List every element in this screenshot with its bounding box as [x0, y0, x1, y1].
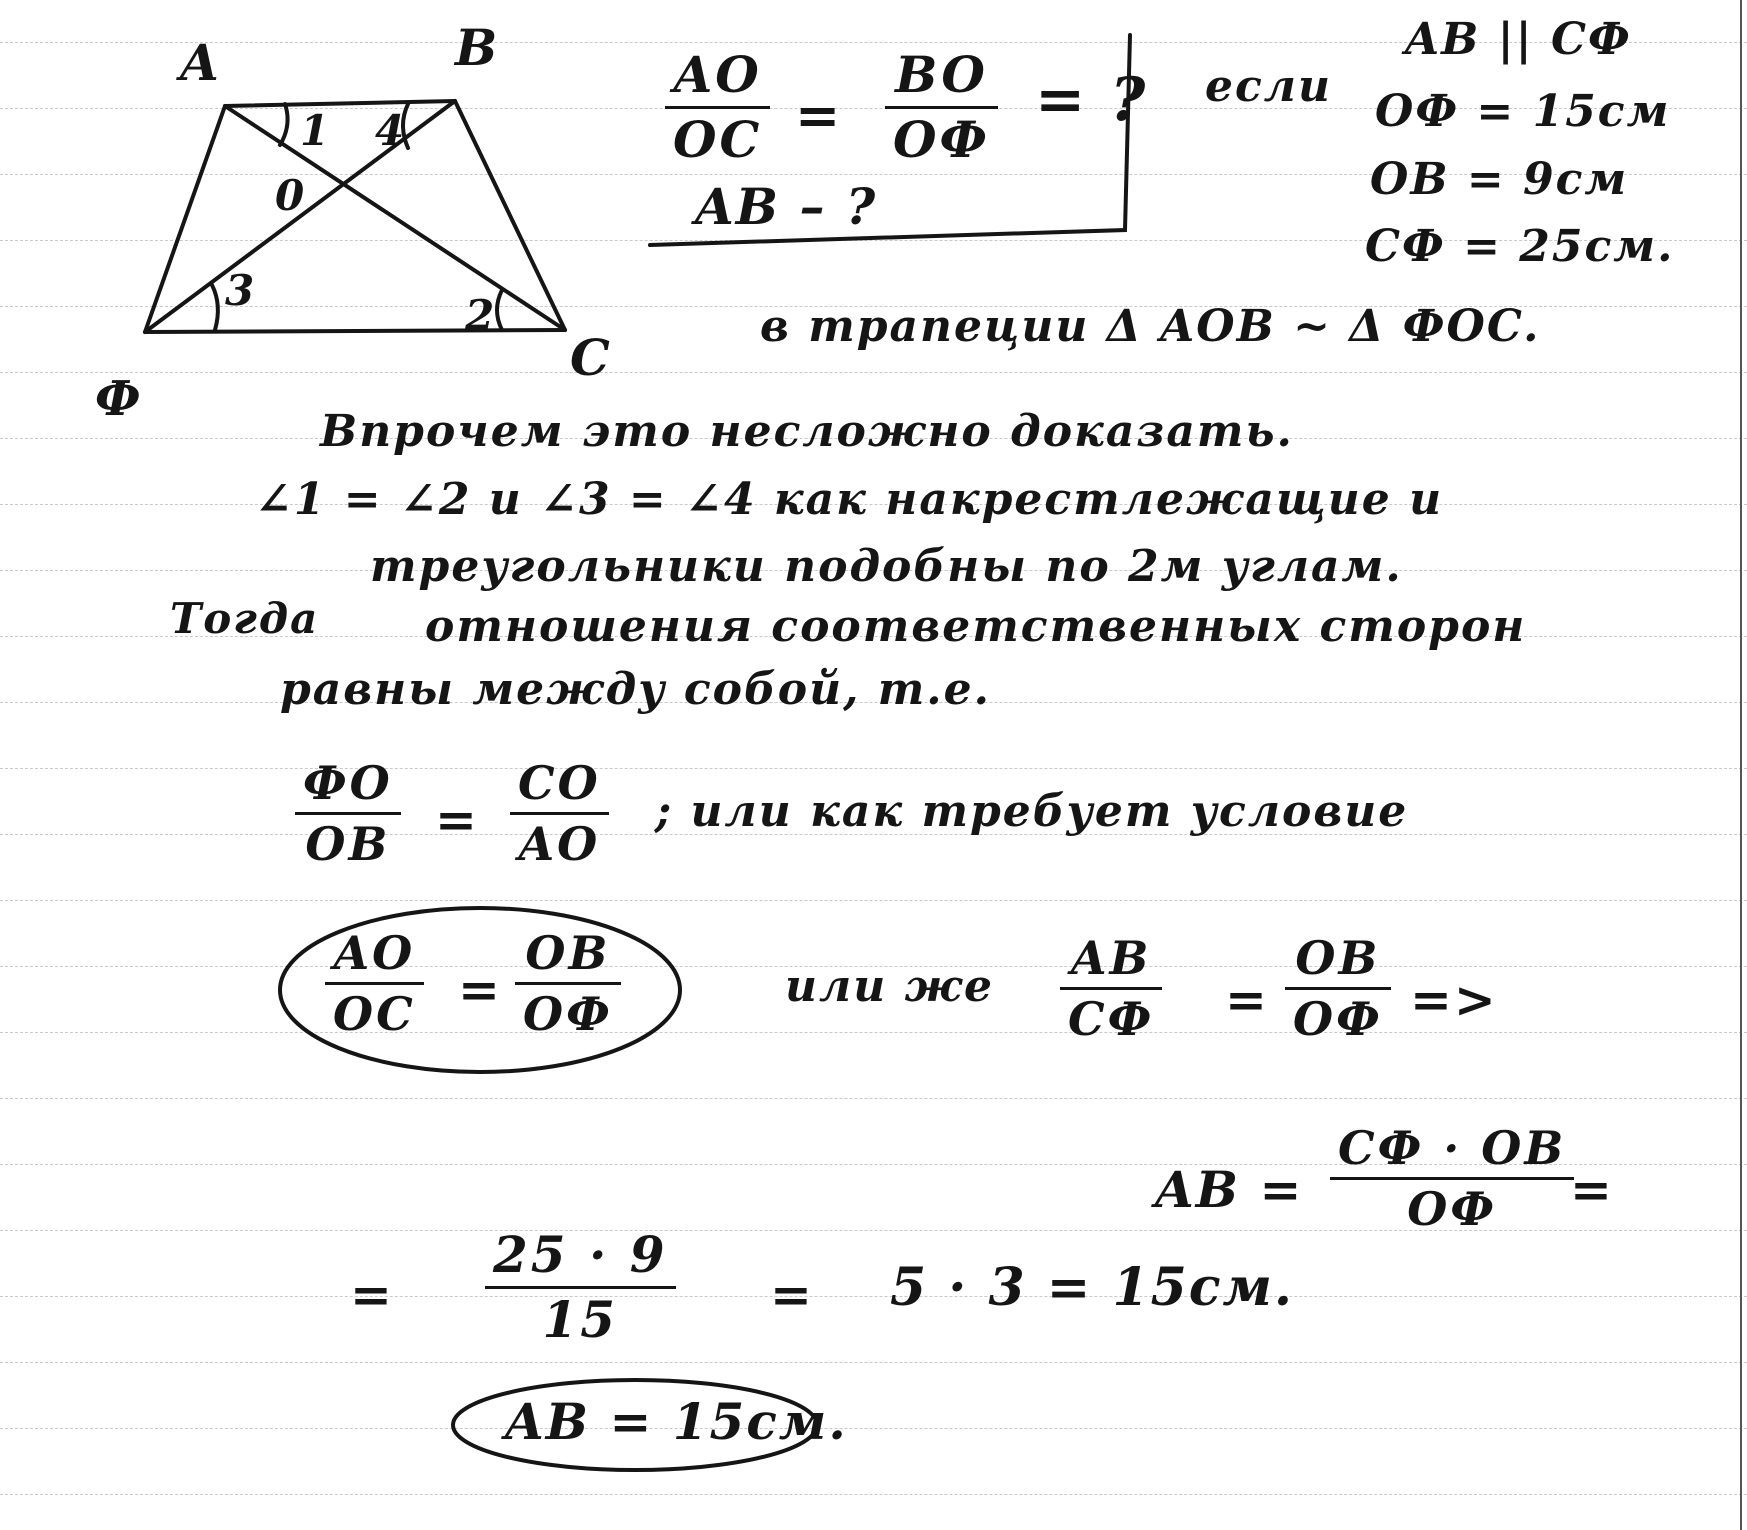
eq2-fraction-ob-od-2: [1285, 931, 1391, 1046]
condition-line: CФ = 25см.: [1365, 221, 1675, 272]
angle-arc-2: [497, 290, 502, 330]
vertex-label-d: Ф: [95, 371, 141, 420]
fraction-denominator: OФ: [893, 110, 990, 169]
eq2-equals-2: =: [1225, 970, 1269, 1029]
eq2-fraction-ab-cd: [1060, 931, 1162, 1046]
eq1-fraction-co-ao: [510, 756, 609, 871]
condition-line: OB = 9см: [1370, 154, 1629, 205]
question-tail: = ?: [1035, 65, 1148, 135]
eq2-fraction-ob-od: [515, 926, 621, 1041]
text-line-4: треугольники подобны по 2м углам.: [370, 541, 1403, 592]
vertex-label-c: C: [570, 328, 610, 387]
fraction-numerator: BO: [895, 45, 988, 104]
vertex-label-a: A: [180, 33, 219, 92]
fraction-bar: [485, 1286, 676, 1289]
final-answer: AB = 15см.: [505, 1392, 848, 1451]
text-line-5a: Тогда: [170, 594, 320, 643]
fraction-numerator: AO: [333, 926, 416, 980]
angle-label-2: 2: [465, 291, 495, 340]
rule-line: [0, 1362, 1747, 1363]
eq3-lhs: AB =: [1155, 1160, 1304, 1219]
eq3-equals: =: [1570, 1160, 1614, 1219]
eq1-equals: =: [435, 790, 479, 849]
eq4-equals-2: =: [770, 1265, 814, 1324]
eq2-or-word: или же: [785, 961, 994, 1012]
fraction-bar: [1330, 1177, 1574, 1180]
eq4-result: 5 · 3 = 15см.: [890, 1257, 1295, 1318]
fraction-denominator: 15: [542, 1290, 619, 1349]
condition-line: OФ = 15см: [1375, 86, 1671, 137]
fraction-bar: [1285, 987, 1391, 990]
angle-arc-1: [280, 104, 288, 145]
text-line-6: равны между собой, т.е.: [280, 664, 991, 715]
fraction-numerator: OB: [525, 926, 611, 980]
eq4-fraction: [485, 1225, 676, 1349]
eq3-fraction: [1330, 1121, 1574, 1236]
side-ab: [225, 101, 455, 106]
question-box-frame: [640, 30, 1140, 260]
fraction-bar: [1060, 987, 1162, 990]
fraction-denominator: OC: [333, 987, 416, 1041]
side-ad: [145, 106, 225, 332]
vertex-label-o: 0: [275, 171, 305, 220]
question-ab: AB – ?: [695, 177, 878, 236]
rule-line: [0, 1296, 1747, 1297]
fraction-denominator: OC: [673, 110, 763, 169]
question-equals: =: [795, 83, 843, 147]
text-line-5b: отношения соответственных сторон: [425, 601, 1527, 652]
condition-if-word: если: [1205, 61, 1332, 112]
fraction-denominator: OB: [305, 817, 391, 871]
fraction-bar: [295, 812, 401, 815]
fraction-numerator: AO: [673, 45, 762, 104]
page-right-edge: [1740, 0, 1742, 1530]
rule-line: [0, 1032, 1747, 1033]
rule-line: [0, 768, 1747, 769]
fraction-denominator: OФ: [1407, 1182, 1497, 1236]
fraction-denominator: OФ: [523, 987, 613, 1041]
trapezoid-diagram: [0, 0, 640, 420]
eq1-fraction-do-ob: [295, 756, 401, 871]
eq2-implies-arrow: =>: [1410, 970, 1498, 1029]
eq1-tail: ; или как требует условие: [655, 786, 1409, 837]
fraction-bar: [325, 982, 424, 985]
rule-line: [0, 900, 1747, 901]
fraction-denominator: OФ: [1293, 992, 1383, 1046]
fraction-bar: [515, 982, 621, 985]
angle-arc-3: [212, 285, 218, 330]
angle-label-4: 4: [375, 106, 405, 155]
fraction-denominator: AO: [518, 817, 601, 871]
eq4-equals: =: [350, 1265, 394, 1324]
condition-line: AB || CФ: [1405, 14, 1632, 65]
rule-line: [0, 1098, 1747, 1099]
eq2-equals: =: [458, 960, 502, 1019]
eq2-fraction-ao-oc: [325, 926, 424, 1041]
fraction-bar: [510, 812, 609, 815]
fraction-numerator: CO: [518, 756, 601, 810]
fraction-numerator: CФ · OB: [1338, 1121, 1567, 1175]
angle-label-1: 1: [300, 106, 330, 155]
text-line-2: Впрочем это несложно доказать.: [320, 406, 1294, 457]
rule-line: [0, 1428, 1747, 1429]
fraction-numerator: AB: [1070, 931, 1152, 985]
fraction-numerator: OB: [1295, 931, 1381, 985]
fraction-numerator: 25 · 9: [493, 1225, 668, 1284]
text-line-3: ∠1 = ∠2 и ∠3 = ∠4 как накрестлежащие и: [255, 474, 1444, 525]
rule-line: [0, 1494, 1747, 1495]
text-line-1: в трапеции Δ AOB ~ Δ ФOC.: [760, 301, 1541, 352]
fraction-denominator: CФ: [1068, 992, 1155, 1046]
vertex-label-b: B: [455, 18, 498, 77]
fraction-numerator: ФO: [303, 756, 393, 810]
angle-label-3: 3: [225, 266, 255, 315]
